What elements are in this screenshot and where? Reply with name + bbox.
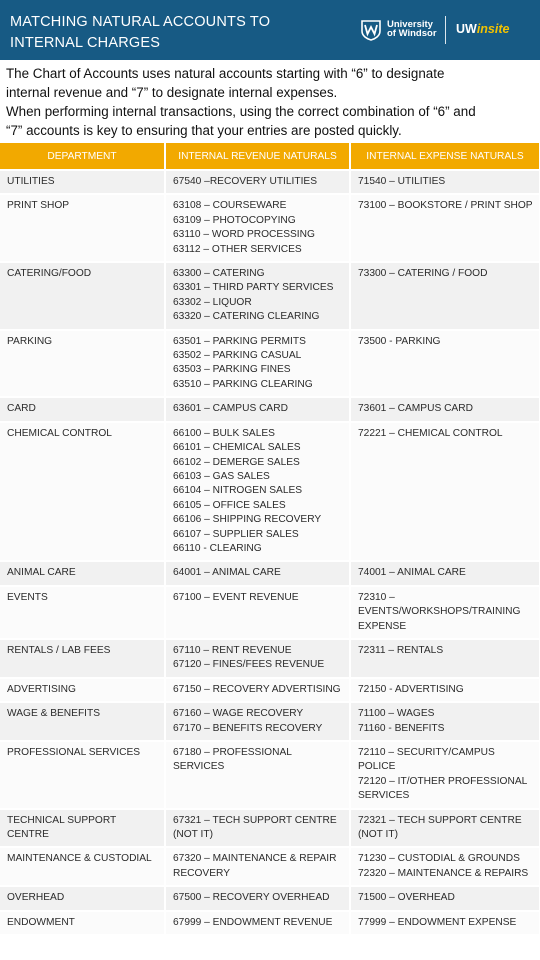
table-row [0, 678, 540, 702]
revenue-line: 63109 – PHOTOCOPYING [173, 214, 296, 226]
expense-cell [350, 911, 540, 934]
revenue-line: 67320 – MAINTENANCE & REPAIR RECOVERY [173, 853, 337, 879]
expense-line: 72150 - ADVERTISING [358, 683, 464, 695]
expense-cell [350, 886, 540, 910]
revenue-line: 66102 – DEMERGE SALES [173, 456, 300, 468]
table-row [0, 886, 540, 910]
department-cell: PROFESSIONAL SERVICES [0, 741, 165, 809]
revenue-line: 67500 – RECOVERY OVERHEAD [173, 892, 330, 904]
expense-cell [350, 809, 540, 848]
table-row [0, 702, 540, 741]
department-cell: CHEMICAL CONTROL [0, 422, 165, 562]
department-cell: RENTALS / LAB FEES [0, 639, 165, 678]
expense-line: 72120 – IT/OTHER PROFESSIONAL SERVICES [358, 775, 527, 802]
logo-text-line-1: University [387, 19, 433, 30]
revenue-line: 63301 – THIRD PARTY SERVICES [173, 282, 334, 294]
expense-cell [350, 194, 540, 262]
revenue-line: 66107 – SUPPLIER SALES [173, 528, 299, 540]
revenue-cell [165, 262, 350, 330]
revenue-line: 66110 - CLEARING [173, 542, 262, 554]
revenue-cell [165, 561, 350, 585]
revenue-line: 66106 – SHIPPING RECOVERY [173, 514, 322, 526]
revenue-cell [165, 702, 350, 741]
revenue-cell [165, 678, 350, 702]
department-cell: UTILITIES [0, 170, 165, 194]
logo-text-line-2: of Windsor [387, 28, 437, 39]
revenue-cell [165, 170, 350, 194]
revenue-line: 63112 – OTHER SERVICES [173, 243, 302, 255]
revenue-cell [165, 194, 350, 262]
revenue-cell [165, 847, 350, 886]
expense-line: 71160 - BENEFITS [358, 722, 445, 734]
intro-line-4: “7” accounts is key to ensuring that your entries are posted quickly. [6, 123, 402, 138]
department-cell: WAGE & BENEFITS [0, 702, 165, 741]
department-cell: PARKING [0, 330, 165, 398]
revenue-line: 67150 – RECOVERY ADVERTISING [173, 683, 341, 695]
revenue-line: 67999 – ENDOWMENT REVENUE [173, 916, 333, 928]
expense-line: 73100 – BOOKSTORE / PRINT SHOP [358, 200, 533, 212]
page-title [10, 12, 270, 54]
table-row [0, 397, 540, 421]
expense-line: 71540 – UTILITIES [358, 176, 446, 187]
revenue-line: 63510 – PARKING CLEARING [173, 378, 313, 390]
expense-line: 72110 – SECURITY/CAMPUS POLICE [358, 747, 495, 773]
revenue-cell [165, 886, 350, 910]
revenue-cell [165, 639, 350, 678]
expense-line: 72320 – MAINTENANCE & REPAIRS [358, 867, 529, 879]
expense-cell [350, 330, 540, 398]
expense-cell [350, 397, 540, 421]
expense-cell [350, 678, 540, 702]
table-row [0, 741, 540, 809]
table-row [0, 809, 540, 848]
logo-divider [445, 16, 446, 44]
expense-cell [350, 422, 540, 562]
table-row [0, 911, 540, 934]
table-body [0, 170, 540, 934]
expense-line: 72221 – CHEMICAL CONTROL [358, 427, 503, 439]
expense-line: 73500 - PARKING [358, 335, 441, 347]
expense-line: 72321 – TECH SUPPORT CENTRE (NOT IT) [358, 814, 522, 841]
table-row [0, 422, 540, 562]
department-cell: ANIMAL CARE [0, 561, 165, 585]
intro-line-2: internal revenue and “7” to designate internal expenses. [6, 85, 338, 100]
column-header-revenue: INTERNAL REVENUE NATURALS [165, 143, 350, 170]
revenue-cell [165, 586, 350, 639]
department-cell: ENDOWMENT [0, 911, 165, 934]
revenue-line: 63502 – PARKING CASUAL [173, 350, 302, 362]
revenue-line: 63601 – CAMPUS CARD [173, 403, 288, 415]
expense-line: 72311 – RENTALS [358, 644, 444, 656]
expense-cell [350, 639, 540, 678]
revenue-line: 63300 – CATERING [173, 268, 265, 280]
department-cell: CARD [0, 397, 165, 421]
revenue-line: 63302 – LIQUOR [173, 296, 252, 308]
expense-cell [350, 561, 540, 585]
expense-line: 71500 – OVERHEAD [358, 892, 455, 904]
table-row [0, 847, 540, 886]
expense-cell [350, 847, 540, 886]
expense-line: 77999 – ENDOWMENT EXPENSE [358, 916, 517, 928]
revenue-line: 66105 – OFFICE SALES [173, 499, 286, 511]
expense-cell [350, 170, 540, 194]
expense-line: 73601 – CAMPUS CARD [358, 403, 473, 415]
department-cell: PRINT SHOP [0, 194, 165, 262]
table-row [0, 639, 540, 678]
revenue-line: 66101 – CHEMICAL SALES [173, 442, 301, 454]
expense-line: 71100 – WAGES [358, 708, 435, 720]
page-title-line-1: MATCHING NATURAL ACCOUNTS TO [10, 14, 271, 30]
university-logo-text [387, 20, 437, 38]
revenue-line: 67160 – WAGE RECOVERY [173, 708, 304, 720]
intro-paragraph [0, 60, 540, 143]
expense-cell [350, 586, 540, 639]
revenue-line: 67110 – RENT REVENUE [173, 644, 292, 656]
column-header-department: DEPARTMENT [0, 143, 165, 170]
expense-line: 72310 – EVENTS/WORKSHOPS/TRAINING EXPENSE [358, 591, 521, 632]
department-cell: OVERHEAD [0, 886, 165, 910]
department-cell: ADVERTISING [0, 678, 165, 702]
page-title-line-2: INTERNAL CHARGES [10, 35, 161, 51]
revenue-line: 67120 – FINES/FEES REVENUE [173, 659, 325, 671]
revenue-line: 66103 – GAS SALES [173, 470, 270, 482]
revenue-line: 63320 – CATERING CLEARING [173, 311, 320, 323]
department-cell: MAINTENANCE & CUSTODIAL [0, 847, 165, 886]
revenue-cell [165, 422, 350, 562]
revenue-line: 67170 – BENEFITS RECOVERY [173, 722, 323, 734]
table-row [0, 561, 540, 585]
revenue-line: 66104 – NITROGEN SALES [173, 485, 303, 497]
intro-line-1: The Chart of Accounts uses natural accounts starting with “6” to designate [6, 66, 445, 81]
revenue-cell [165, 809, 350, 848]
revenue-line: 67540 –RECOVERY UTILITIES [173, 176, 318, 187]
expense-cell [350, 741, 540, 809]
revenue-cell [165, 397, 350, 421]
table-row [0, 586, 540, 639]
table-row [0, 194, 540, 262]
table-header-row [0, 143, 540, 170]
revenue-line: 67321 – TECH SUPPORT CENTRE (NOT IT) [173, 814, 337, 841]
revenue-line: 66100 – BULK SALES [173, 427, 275, 439]
expense-cell [350, 702, 540, 741]
department-cell: TECHNICAL SUPPORT CENTRE [0, 809, 165, 848]
university-shield-logo-icon [360, 19, 382, 41]
accounts-table [0, 143, 540, 934]
expense-cell [350, 262, 540, 330]
revenue-cell [165, 911, 350, 934]
expense-line: 71230 – CUSTODIAL & GROUNDS [358, 853, 520, 865]
revenue-cell [165, 330, 350, 398]
uwinsite-logo [456, 22, 509, 36]
intro-line-3: When performing internal transactions, using the correct combination of “6” and [6, 104, 476, 119]
page-header [0, 0, 540, 60]
column-header-expense: INTERNAL EXPENSE NATURALS [350, 143, 540, 170]
department-cell: EVENTS [0, 586, 165, 639]
expense-line: 74001 – ANIMAL CARE [358, 567, 466, 579]
table-row [0, 170, 540, 194]
expense-line: 73300 – CATERING / FOOD [358, 268, 488, 280]
uwinsite-suffix: insite [476, 22, 510, 36]
department-cell: CATERING/FOOD [0, 262, 165, 330]
uwinsite-prefix: UW [456, 22, 477, 36]
revenue-line: 63108 – COURSEWARE [173, 200, 287, 212]
revenue-cell [165, 741, 350, 809]
revenue-line: 63503 – PARKING FINES [173, 364, 291, 376]
table-row [0, 262, 540, 330]
revenue-line: 63110 – WORD PROCESSING [173, 229, 315, 241]
revenue-line: 64001 – ANIMAL CARE [173, 567, 281, 579]
revenue-line: 67180 – PROFESSIONAL SERVICES [173, 747, 292, 773]
table-row [0, 330, 540, 398]
revenue-line: 67100 – EVENT REVENUE [173, 591, 299, 603]
revenue-line: 63501 – PARKING PERMITS [173, 335, 306, 347]
